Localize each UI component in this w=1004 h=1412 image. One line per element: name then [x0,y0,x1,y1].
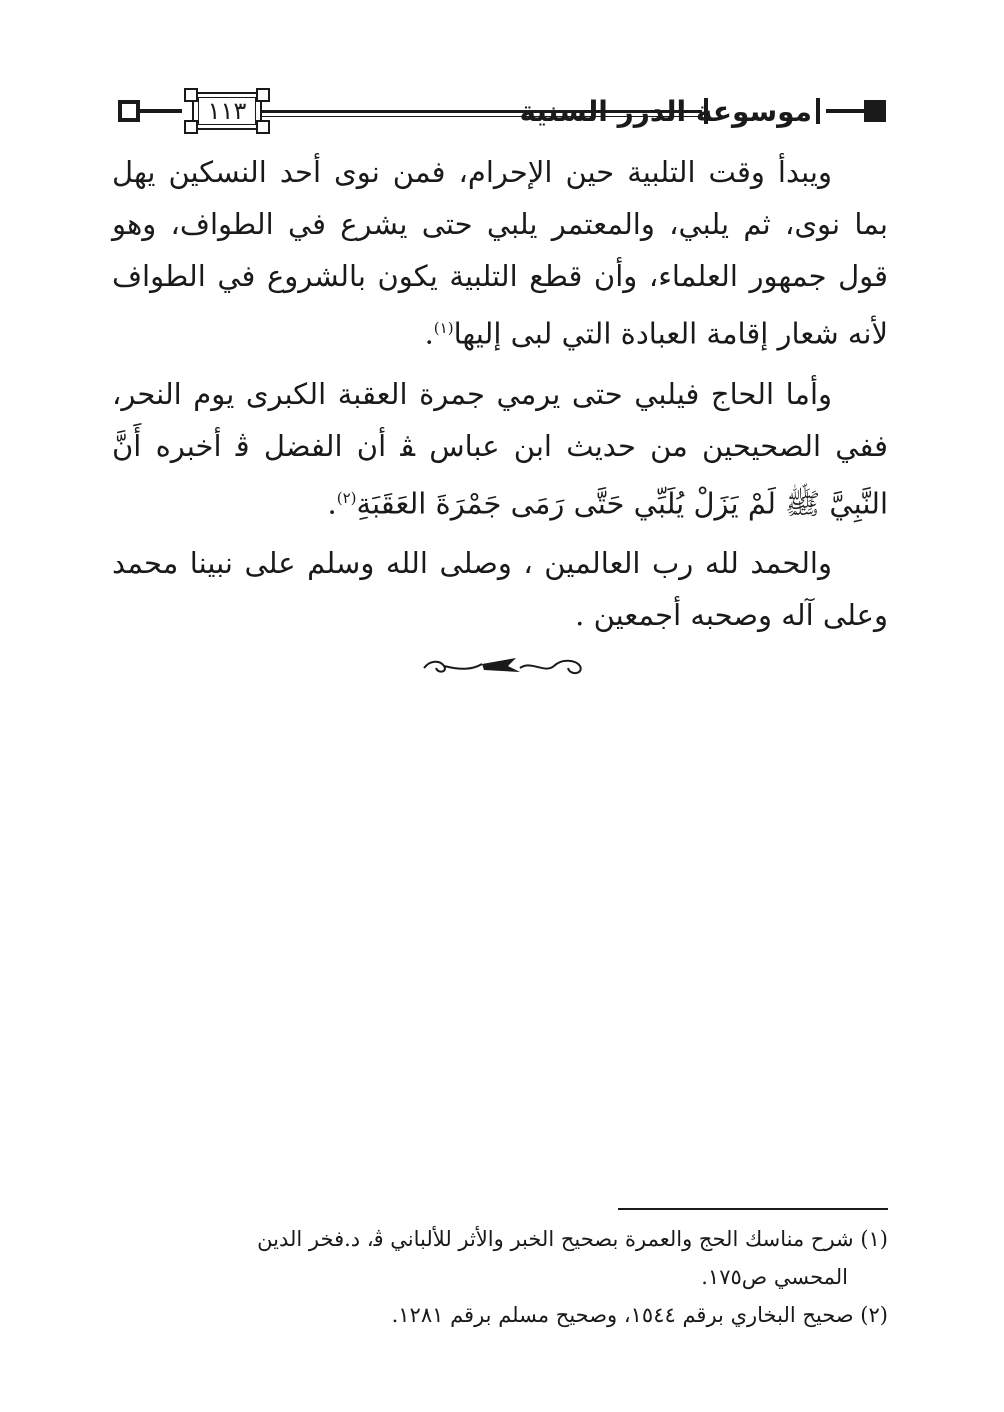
text-line: ويبدأ وقت التلبية حين الإحرام، فمن نوى أحد النسكين [168,155,832,189]
header-bar-left [140,109,182,113]
paragraph [112,146,888,360]
main-text [112,146,888,649]
text-line: يهل بما نوى، ثم يلبي، والمعتمر يلبي حتى يشرع في الطواف، [112,155,888,241]
page-header [112,88,890,140]
footnote-line: المحسي ص١٧٥. [701,1265,848,1289]
footnotes [112,1220,888,1334]
footnote-marker: (٢) [336,488,357,507]
footnote-marker: (١) [433,319,454,337]
paragraph [112,537,888,641]
text-line: الطواف لأنه شعار إقامة العبادة التي لبى إليها [112,259,888,351]
header-tick-right [816,98,820,124]
text-line: أخبره أَنَّ النَّبِيَّ ﷺ لَمْ يَزَلْ يُلَبِّي حَتَّى رَمَى جَمْرَةَ العَقَبَةِ [112,428,888,521]
divider-ornament-icon [420,652,586,680]
paragraph [112,368,888,530]
text-line: النحر، ففي الصحيحين من حديث ابن عباس ﭭ أن الفضل ﭬ [112,376,888,463]
text-line: وصحبه أجمعين . [575,598,773,633]
sentence-end: . [424,316,434,351]
text-line: وهو قول جمهور العلماء، وأن قطع التلبية يكون بالشروع في [112,207,889,293]
footnote-separator [618,1208,888,1210]
text-line: وأما الحاج فيلبي حتى يرمي جمرة العقبة الكبرى يوم [193,376,833,411]
page-number-frame [184,88,270,134]
footnote-line: (١) شرح مناسك الحج والعمرة بصحيح الخبر والأثر للألباني ﭬ، د.فخر الدين [257,1227,888,1251]
sentence-end: . [327,486,337,521]
header-bar-right [826,109,864,113]
footnote-line: (٢) صحيح البخاري برقم ١٥٤٤، وصحيح مسلم برقم ١٢٨١. [391,1303,888,1327]
book-title: موسوعة الدرر السنية [519,95,812,128]
text-line: والحمد لله رب العالمين ، وصلى الله وسلم على نبينا محمد وعلى آله [112,546,888,633]
page-number: ١١٣ [207,97,247,125]
header-corner-square-right [864,100,886,122]
header-corner-square-left [118,100,140,122]
